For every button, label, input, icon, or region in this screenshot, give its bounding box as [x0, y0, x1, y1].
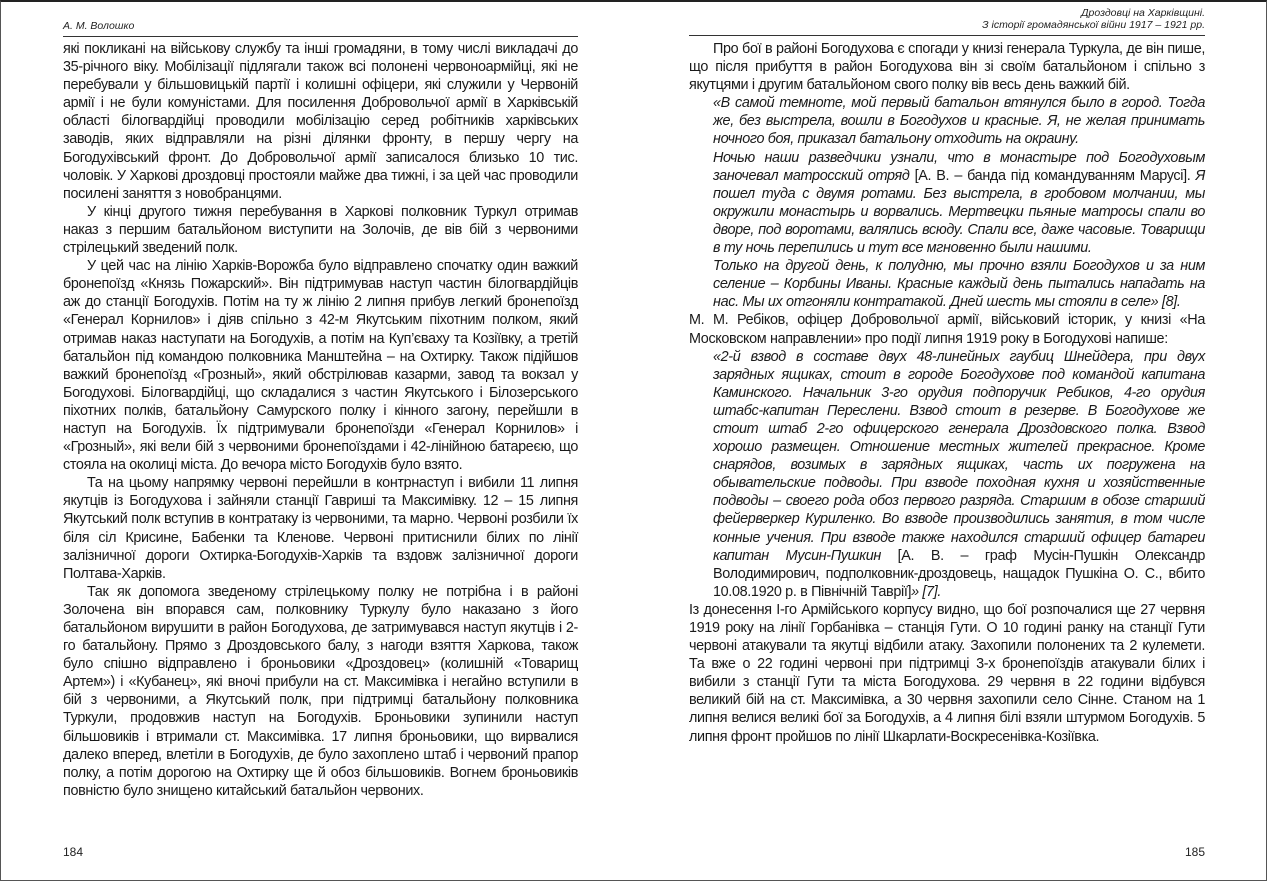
quote-paragraph: Только на другой день, к полудню, мы прочно взяли Богодухов и за ним селение – Корбины Иваны. Красные каждый день пытались нападать на нас. Мы их отгоняли контратакой. Дней шесть мы стояли в селе» [8]. — [713, 258, 1205, 311]
editor-note: [А. В. – банда під командуванням Марусі]. — [909, 167, 1196, 184]
quote-closing: » [7]. — [911, 583, 942, 600]
paragraph: У цей час на лінію Харків-Ворожба було відправлено спочатку один важкий бронепоїзд «Князь Пожарский». Він підтримував наступ частин білогвардійців аж до станції Богодухів. Потім на ту ж лінію 2 липня прибув легкий бронепоїзд «Генерал Корнилов» і діяв спільно з 42-м Якутським піхотним полком, який отримав наказ наступати на Богодухів, а потім на Куп’єваху та Козіївку, а третій батальйон під командою полковника Манштейна – на Охтирку. Також підійшов важкий бронепоїзд «Грозный», який обстрілював казарми, завод та вокзал у Богодухові. Білогвардійці, що складалися з частин Якутського і Білозерського піхотних полків, батальйону Самурского полку і кінного загону, перейшли в наступ на Богодухів. Їх підтримували бронепоїзди «Генерал Корнилов» і «Грозный», які вели бій з червоними бронепоїздами і 42-лінійною батареєю, що стояла на околиці міста. До вечора місто Богодухів було взято. — [63, 258, 578, 474]
paragraph: Так як допомога зведеному стрілецькому полку не потрібна і в районі Золочена він впорався сам, полковнику Туркулу було наказано з його батальйоном вирушити в район Богодухова, де затримувався наступ якутців і 2-го батальйону. Прямо з Дроздовського балу, з нагоди взяття Харкова, також було спішно відправлено і броньовики «Дроздовец» (колишній «Товарищ Артем») і «Кубанец», які вночі прибули на ст. Максимівка і негайно вступили в бій з червоними, а Якутський полк, при підтримці батальйону полковника Туркули, продовжив наступ на Богодухів. Броньовики зупинили наступ більшовиків і втримали ст. Максимівка. 17 липня броньовики, що вирвалися далеко вперед, влетіли в Богодухів, де було захоплено штаб і червоний прапор полку, а потім дорогою на Охтирку ще й обоз більшовиків. Вогнем броньовиків повністю було знищено китайський батальйон червоних. — [63, 583, 578, 799]
left-page-body — [63, 40, 578, 800]
running-head-title — [689, 7, 1205, 36]
right-page — [689, 0, 1205, 881]
quote-paragraph: «В самой темноте, мой первый батальон втянулся было в город. Тогда же, без выстрела, вошли в Богодухов и красные. Я, не желая принимать ночного боя, приказал батальону отходить на окраину. — [713, 95, 1205, 148]
page-number: 184 — [63, 845, 84, 859]
editor-note: [А. В. – граф Мусін-Пушкін Олександр Володимирович, подполковник-дроздовець, нащадок Пушкіна О. С., вбито 10.08.1920 р. в Північній Таврії] — [713, 547, 1205, 600]
quote-text: «2-й взвод в составе двух 48-линейных гаубиц Шнейдера, при двух зарядных ящиках, стоит в городе Богодухове под командой капитана Каминского. Начальник 3-го орудия подпоручик Ребиков, 4-го орудия штабс-капитан Переслени. Взвод стоит в резерве. В Богодухове же стоит штаб 2-го офицерского генерала Дроздовского полка. Взвод хорошо размещен. Отношение местных жителей прекрасное. Кроме снарядов, возимых в зарядных ящиках, часть их погружена на обывательские подводы. При взводе походная кухня и хозяйственные подводы – своего рода обоз первого разряда. Старшим в обозе старший фейерверкер Куриленко. Во взводе производились занятия, в том числе конные учения. При взводе также находился старший офицер батареи капитан Мусин-Пушкин — [713, 348, 1205, 564]
paragraph: У кінці другого тижня перебування в Харкові полковник Туркул отримав наказ з першим батальйоном виступити на Золочів, де вів бій з червоними стрілецький зведений полк. — [63, 203, 578, 257]
quote-paragraph — [689, 348, 1205, 601]
left-page — [63, 0, 578, 881]
paragraph: Та на цьому напрямку червоні перейшли в контрнаступ і вибили 11 липня якутців із Богодухова і зайняли станції Гавриші та Максимівку. 12 – 15 липня Якутський полк вступив в контратаку із червоними, та марно. Червоні розбили їх біля сіл Крисине, Бабенки та Кленове. Червоні притиснили білих по лінії залізничної дороги Охтирка-Богодухів-Харків та вздовж залізничної дороги Полтава-Харків. — [63, 475, 578, 582]
right-page-body — [689, 40, 1205, 746]
page-number: 185 — [1184, 845, 1205, 859]
paragraph: які покликані на військову службу та інші громадяни, в тому числі викладачі до 35-річного віку. Мобілізації підлягали також всі полонені червоноармійці, які не перебували у більшовицькій партії і колишні офіцери, які служили у Червоній армії і не були комуністами. Для посилення Добровольчої армії в Харківській області білогвардійці проводили мобілізацію серед робітників харківських заводів, яких відправляли на різні ділянки фронту, в першу чергу на Богодухівський фронт. До Добровольчої армії записалося близько 10 тис. чоловік. У Харкові дроздовці простояли майже два тижні, і за цей час проводили посилені заняття з новобранцями. — [63, 41, 578, 202]
paragraph: М. М. Ребіков, офіцер Добровольчої армії, військовий історик, у книзі «На Московском направлении» про події липня 1919 року в Богодухові напише: — [689, 312, 1205, 347]
quote-paragraph — [689, 149, 1205, 258]
paragraph: Про бої в районі Богодухова є спогади у книзі генерала Туркула, де він пише, що після прибуття в район Богодухова він зі своїм батальйоном і спільно з якутцями і другим батальйоном свого полку вів весь день важкий бій. — [689, 41, 1205, 94]
quote-text: Я пошел туда с двумя ротами. Без выстрела, в гробовом молчании, мы окружили монастырь и ворвались. Мертвецки пьяные матросы спали во дворе, под воротами, валялись всюду. Спали все, даже часовые. Товарищи в ту ночь перепились и тут все мгновенно были нашими. — [713, 167, 1205, 257]
running-head-author: А. М. Волошко — [63, 20, 578, 37]
quote-text: Ночью наши разведчики узнали, что в монастыре под Богодуховым заночевал матросский отряд — [713, 149, 1205, 184]
paragraph: Із донесення І-го Армійського корпусу видно, що бої розпочалися ще 27 червня 1919 року на лінії Горбанівка – станція Гути. О 10 годині ранку на станції Гути червоні атакували та якутці відбили атаку. Захопили полонених та 2 кулемети. Та вже о 22 годині червоні при підтримці 3-х бронепоїздів атакували білих і вибили з станції Гути та міста Богодухова. 29 червня в 22 години відбувся великий бій на ст. Максимівка, а 30 червня захопили село Сінне. Станом на 1 липня велися великі бої за Богодухів, а 4 липня білі взяли штурмом Богодухів. 5 липня фронт пройшов по лінії Шкарлати-Воскресенівка-Козіївка. — [689, 601, 1205, 745]
running-head-line-1: Дроздовці на Харківщині. — [1081, 7, 1205, 19]
running-head-line-2: З історії громадянської війни 1917 – 1921 рр. — [982, 19, 1205, 31]
